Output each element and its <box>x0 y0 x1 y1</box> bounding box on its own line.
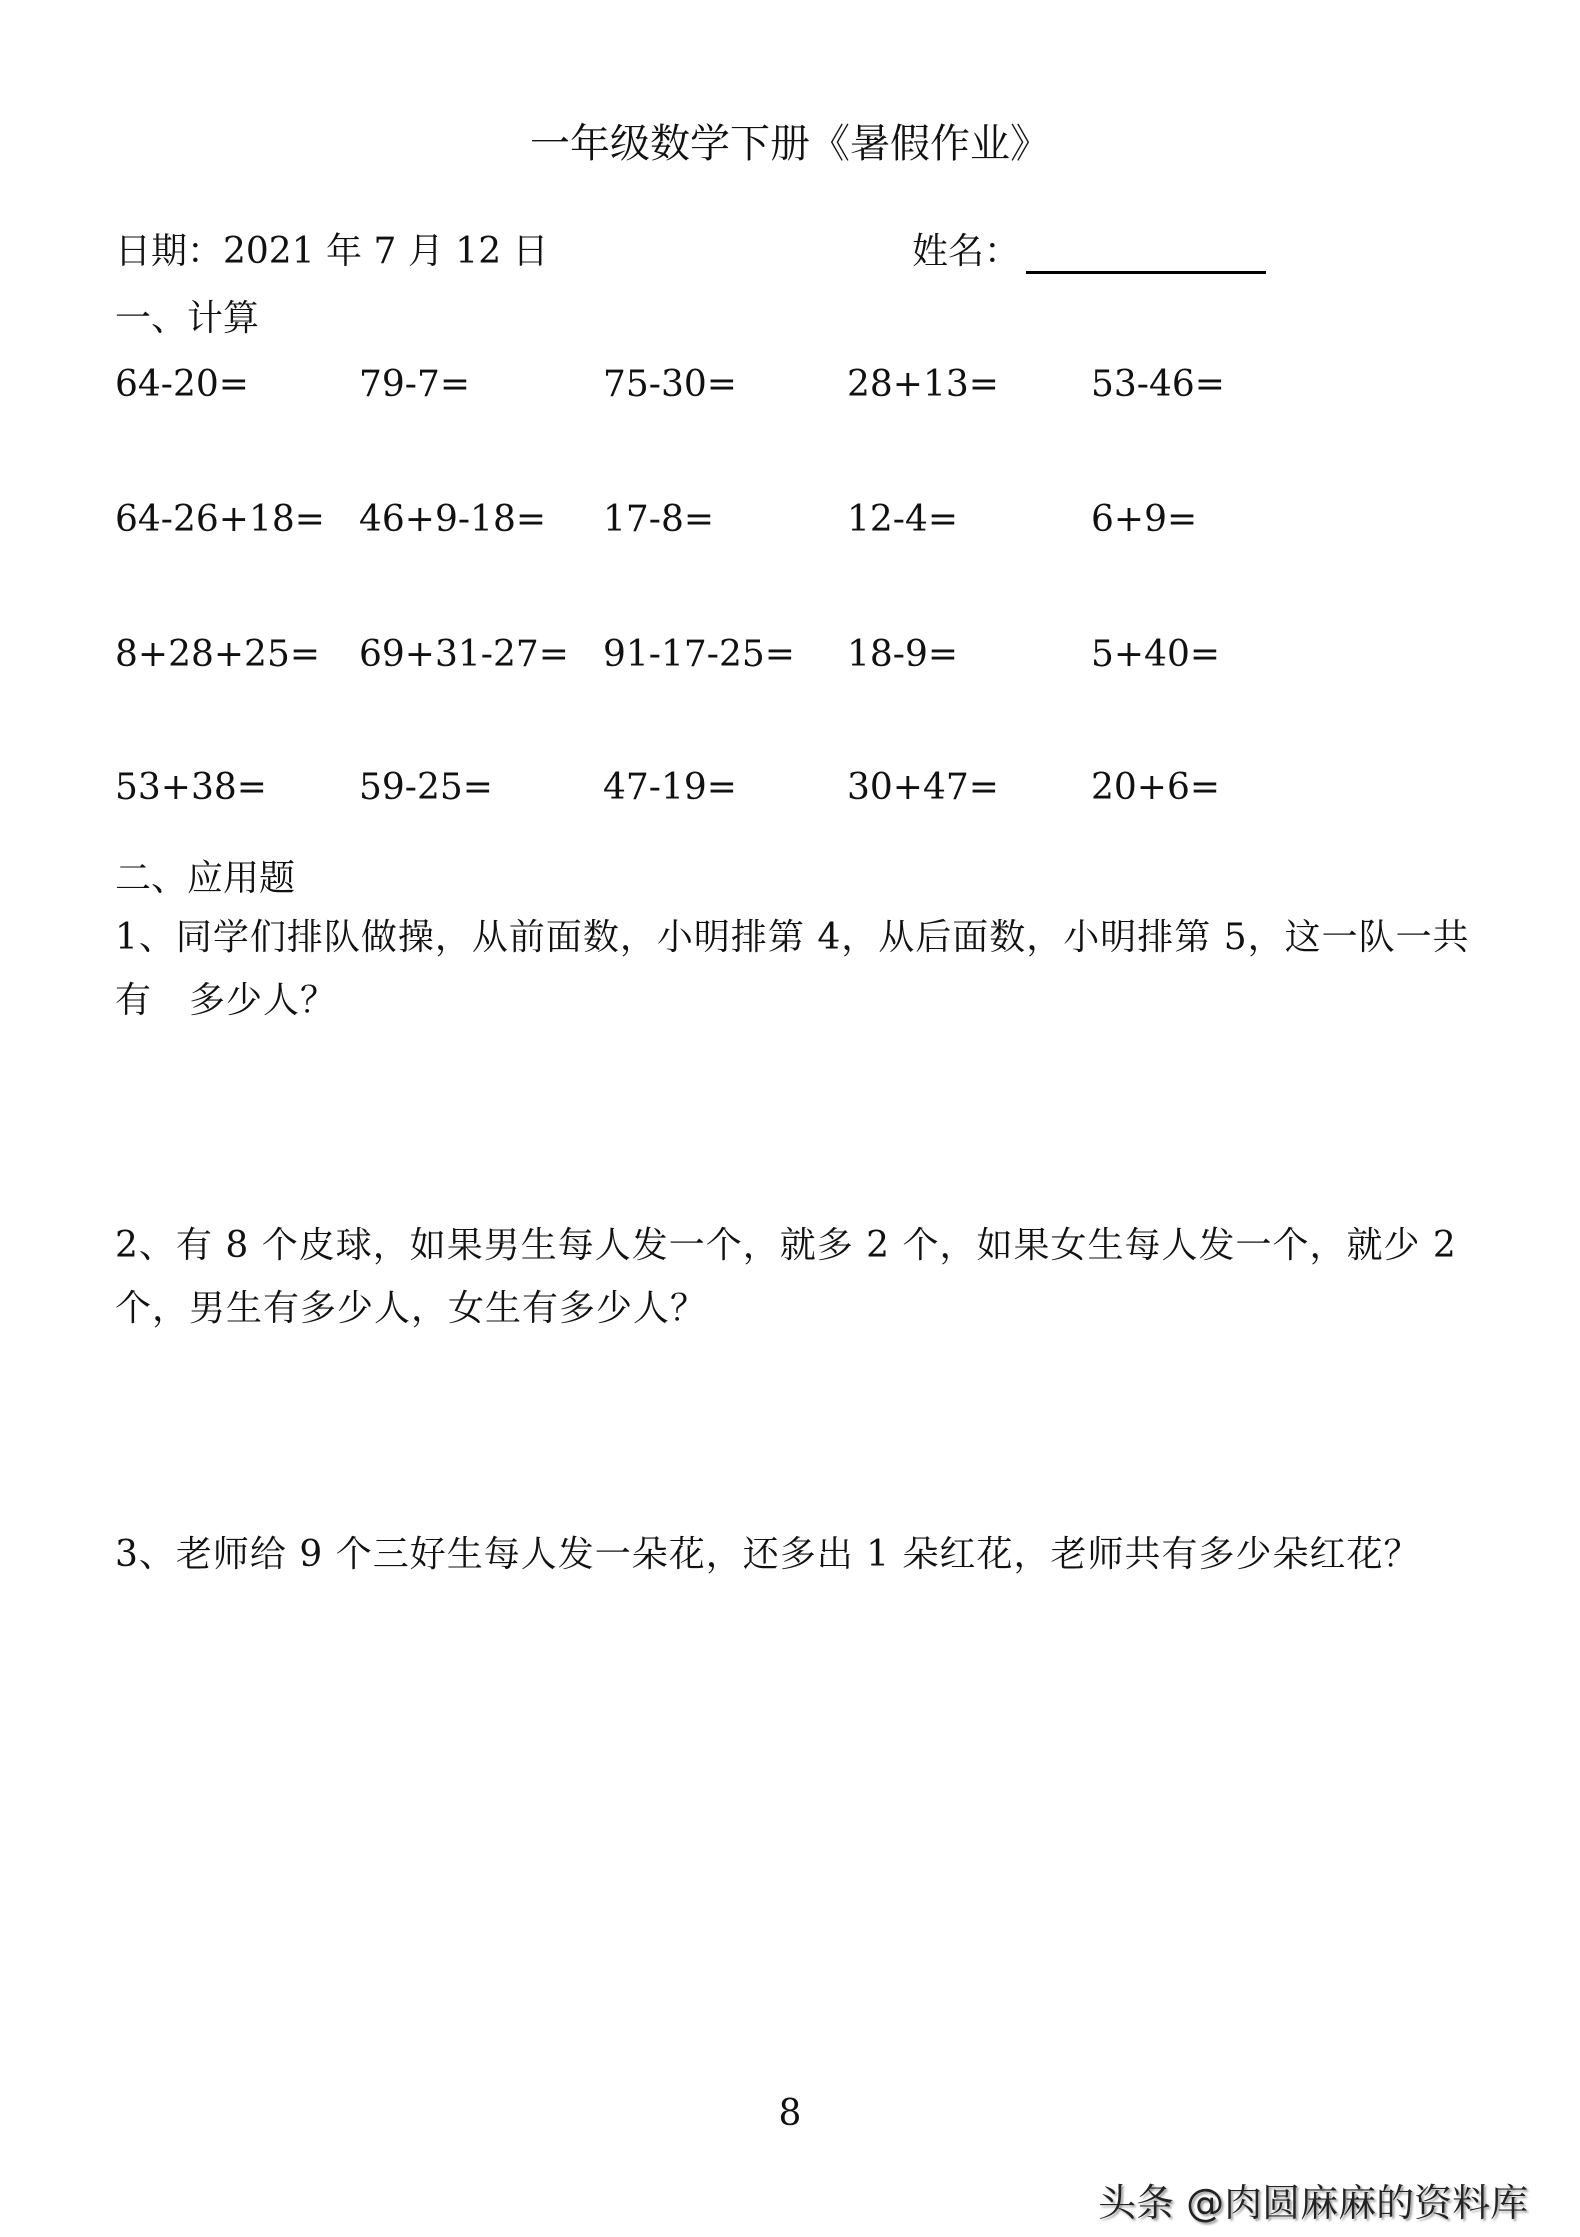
watermark: 头条 @肉圆麻麻的资料库 <box>1098 2181 1529 2225</box>
page-number: 8 <box>778 2093 802 2134</box>
calc-problem: 17-8= <box>603 499 715 540</box>
calc-problem: 53-46= <box>1091 364 1225 405</box>
date-label: 日期：2021 年 7 月 12 日 <box>115 231 549 272</box>
calc-problem: 64-26+18= <box>115 499 325 540</box>
name-blank-line <box>1026 235 1266 274</box>
calc-problem: 79-7= <box>359 364 471 405</box>
name-field <box>912 230 1266 274</box>
calc-problem: 8+28+25= <box>115 634 321 675</box>
page-title: 一年级数学下册《暑假作业》 <box>530 121 1050 167</box>
calc-problem: 28+13= <box>847 364 999 405</box>
calc-problem: 20+6= <box>1091 767 1221 808</box>
calc-problem: 30+47= <box>847 767 999 808</box>
calc-problem: 46+9-18= <box>359 499 547 540</box>
calc-problem: 69+31-27= <box>359 634 569 675</box>
calc-problem: 59-25= <box>359 767 493 808</box>
question-1: 1、同学们排队做操，从前面数，小明排第 4，从后面数，小明排第 5，这一队一共有 多少人？ <box>115 917 1470 1021</box>
calc-problem: 12-4= <box>847 499 959 540</box>
calc-problem: 18-9= <box>847 634 959 675</box>
calc-problem: 6+9= <box>1091 499 1198 540</box>
calc-problem: 75-30= <box>603 364 737 405</box>
calc-problem: 47-19= <box>603 767 737 808</box>
question-3: 3、老师给 9 个三好生每人发一朵花，还多出 1 朵红花，老师共有多少朵红花？ <box>115 1534 1421 1575</box>
question-2: 2、有 8 个皮球，如果男生每人发一个，就多 2 个，如果女生每人发一个，就少 2 个，男生有多少人，女生有多少人？ <box>115 1225 1457 1329</box>
calc-problem: 64-20= <box>115 364 249 405</box>
calc-problem: 91-17-25= <box>603 634 795 675</box>
calc-problem: 53+38= <box>115 767 267 808</box>
section-word-problems-heading: 二、应用题 <box>115 858 296 899</box>
section-calc-heading: 一、计算 <box>115 298 260 339</box>
calc-problem: 5+40= <box>1091 634 1221 675</box>
name-label: 姓名： <box>912 231 1021 272</box>
